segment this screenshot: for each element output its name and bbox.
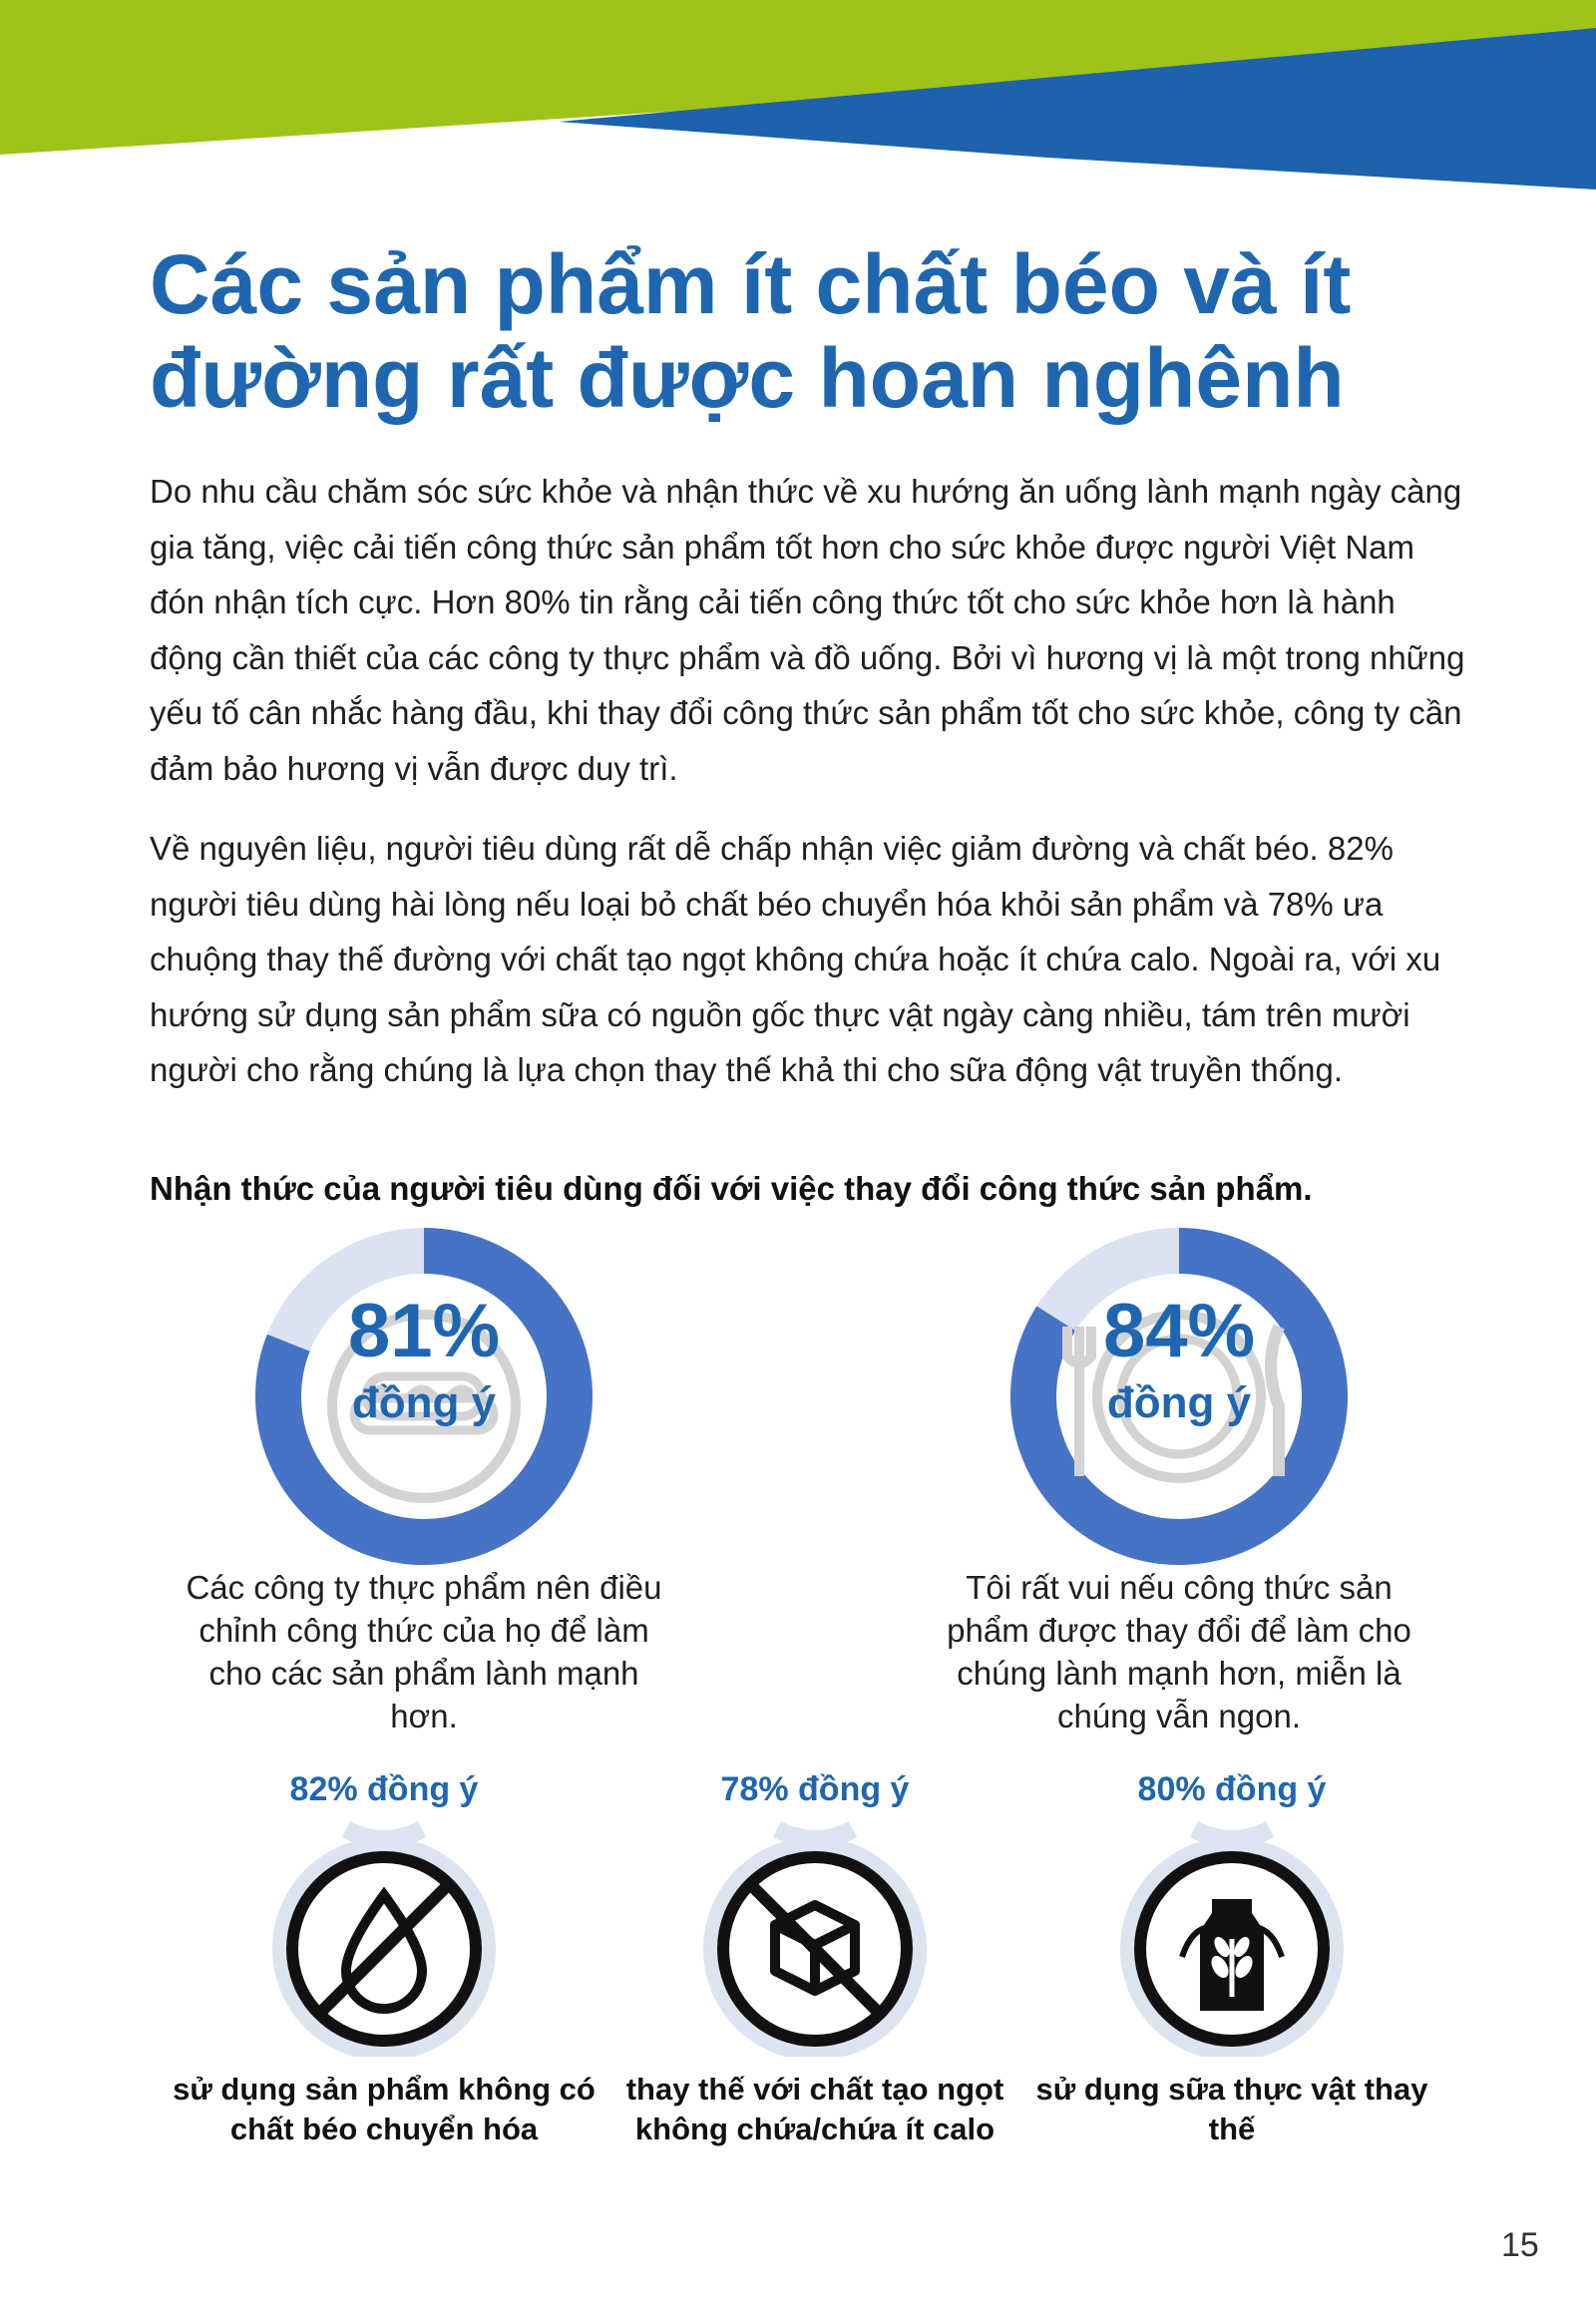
header-banner	[0, 0, 1596, 199]
page-number: 15	[1501, 2226, 1539, 2264]
donut-percent: 84%	[1102, 1289, 1256, 1373]
stat-caption: sử dụng sản phẩm không có chất béo chuyển hóa	[173, 2072, 596, 2146]
donut-chart-81	[254, 1227, 594, 1566]
donut-chart-84	[1009, 1227, 1349, 1566]
chart-heading: Nhận thức của người tiêu dùng đối với việc thay đổi công thức sản phẩm.	[150, 1170, 1313, 1207]
no-sugar-cube-icon	[695, 1817, 935, 2057]
stat-percent-label: 80% đồng ý	[1137, 1770, 1327, 1808]
donut-caption: Các công ty thực phẩm nên điều chỉnh công thức của họ để làm cho các sản phẩm lành mạnh hơn.	[186, 1569, 662, 1734]
donut-agree-label: đồng ý	[351, 1378, 497, 1427]
donut-percent: 81%	[347, 1289, 501, 1373]
intro-paragraph: Do nhu cầu chăm sóc sức khỏe và nhận thức về xu hướng ăn uống lành mạnh ngày càng gia tăng, việc cải tiến công thức sản phẩm tốt hơn cho sức khỏe được người Việt Nam đón nhận tích cực. Hơn 80% tin rằng cải tiến công thức tốt cho sức khỏe hơn là hành động cần thiết của các công ty thực phẩm và đồ uống. Bởi vì hương vị là một trong những yếu tố cân nhắc hàng đầu, khi thay đổi công thức sản phẩm tốt cho sức khỏe, công ty cần đảm bảo hương vị vẫn được duy trì.	[150, 473, 1465, 787]
plant-milk-carton-icon	[1112, 1817, 1352, 2057]
stat-percent-label: 82% đồng ý	[289, 1770, 479, 1808]
page-title: Các sản phẩm ít chất béo và ít đường rất được hoan nghênh	[150, 237, 1352, 425]
donut-agree-label: đồng ý	[1106, 1378, 1252, 1427]
stat-percent-label: 78% đồng ý	[720, 1770, 910, 1808]
stat-caption: sử dụng sữa thực vật thay thế	[1035, 2072, 1428, 2146]
stat-caption: thay thế với chất tạo ngọt không chứa/chứa ít calo	[625, 2072, 1004, 2146]
donut-caption: Tôi rất vui nếu công thức sản phẩm được thay đổi để làm cho chúng lành mạnh hơn, miễn là chúng vẫn ngon.	[947, 1569, 1411, 1734]
no-fat-drop-icon	[264, 1817, 504, 2057]
ingredients-paragraph: Về nguyên liệu, người tiêu dùng rất dễ chấp nhận việc giảm đường và chất béo. 82% người tiêu dùng hài lòng nếu loại bỏ chất béo chuyển hóa khỏi sản phẩm và 78% ưa chuộng thay thế đường với chất tạo ngọt không chứa hoặc ít chứa calo. Ngoài ra, với xu hướng sử dụng sản phẩm sữa có nguồn gốc thực vật ngày càng nhiều, tám trên mười người cho rằng chúng là lựa chọn thay thế khả thi cho sữa động vật truyền thống.	[150, 830, 1441, 1088]
